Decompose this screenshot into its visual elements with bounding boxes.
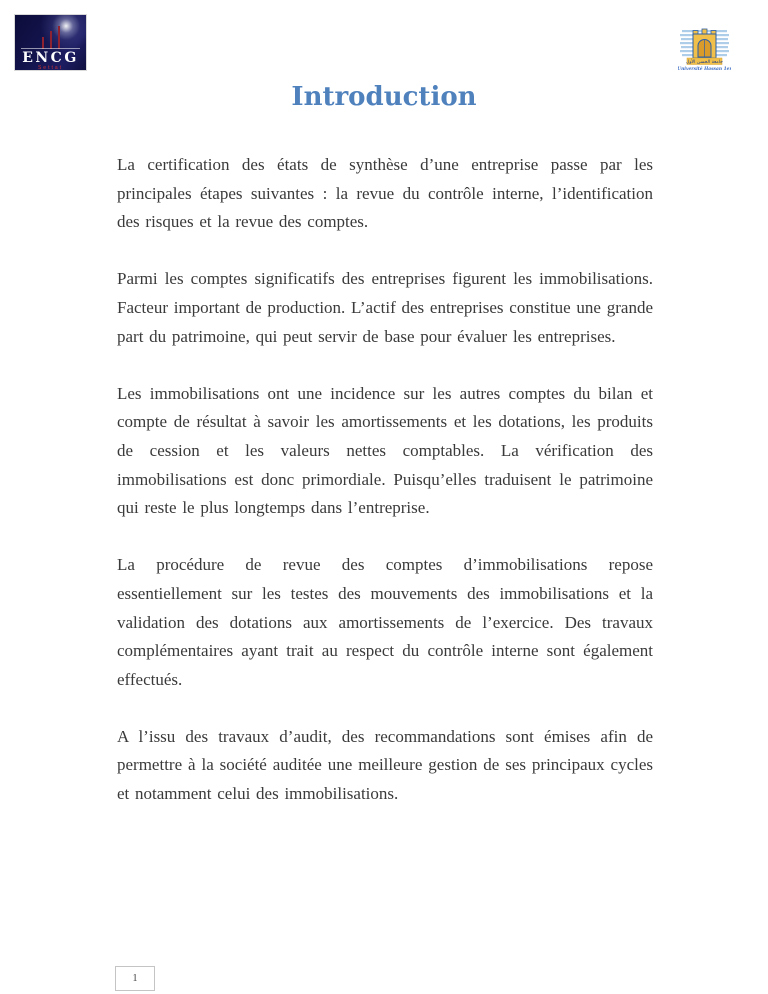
university-script-text: Université Hassan 1er — [678, 67, 731, 72]
encg-logo-bar — [50, 31, 52, 49]
encg-logo-bar — [58, 26, 60, 49]
university-arabic-text: جامعة الحسن الأول — [686, 60, 723, 65]
document-body — [117, 151, 653, 809]
university-hassan-logo — [678, 27, 731, 72]
paragraph-recommandations: A l’issu des travaux d’audit, des recommandations sont émises afin de permettre à la société auditée une meilleure gestion de ses principaux cycles et notamment celui des immobilisations. — [117, 726, 653, 804]
paragraph-comptes-significatifs: Parmi les comptes significatifs des entreprises figurent les immobilisations. Facteur important de production. L’actif des entreprises constitue une grande part du patrimoine, qui peut servir de base pour évaluer les entreprises. — [117, 269, 653, 346]
encg-logo-subtitle: Settat — [37, 65, 64, 71]
university-gate-icon — [678, 27, 731, 72]
page-number-box — [115, 966, 155, 991]
paragraph-procedure-revue: La procédure de revue des comptes d’immobilisations repose essentiellement sur les testes des mouvements des immobilisations et la validation des dotations aux amortissements de l’exercice. Des travaux complémentaires ayant trait au respect du contrôle interne sont également effectués. — [117, 555, 653, 689]
encg-logo — [14, 14, 87, 71]
paragraph-certification: La certification des états de synthèse d’une entreprise passe par les principales étapes suivantes : la revue du contrôle interne, l’identification des risques et la revue des comptes. — [117, 155, 653, 232]
paragraph-incidence-bilan: Les immobilisations ont une incidence sur les autres comptes du bilan et compte de résultat à savoir les amortissements et les dotations, les produits de cession et les valeurs nettes comptables. La vérification des immobilisations est donc primordiale. Puisqu’elles traduisent le patrimoine qui reste le plus longtemps dans l’entreprise. — [117, 383, 653, 518]
page-number: 1 — [132, 973, 138, 984]
encg-logo-name: ENCG — [22, 50, 79, 66]
page-title: Introduction — [291, 82, 477, 112]
